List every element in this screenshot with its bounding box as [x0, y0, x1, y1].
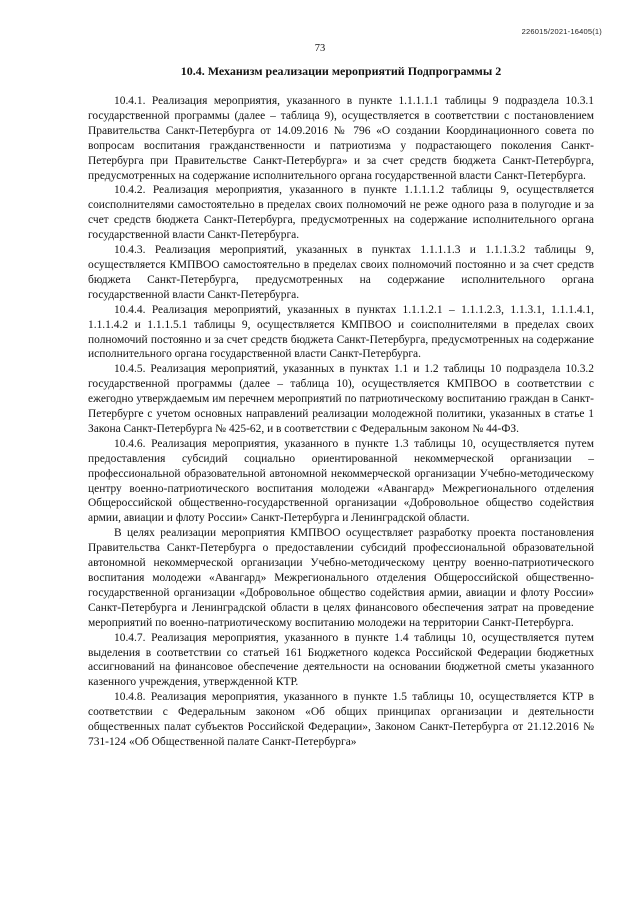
body-text: [88, 94, 594, 750]
paragraph-10-4-5: 10.4.5. Реализация мероприятий, указанных в пунктах 1.1 и 1.2 таблицы 10 подраздела 10.3.2 государственной программы (далее – таблица 10), осуществляется КМПВОО в соответствии с ежегодно утверждаемым им перечнем мероприятий по патриотическому воспитанию граждан в Санкт-Петербурге с учетом основных направлений реализации молодежной политики, указанных в статье 1 Закона Санкт-Петербурга № 425-62, и в соответствии с Федеральным законом № 44-ФЗ.: [88, 363, 594, 435]
paragraph-10-4-1: 10.4.1. Реализация мероприятия, указанного в пункте 1.1.1.1.1 таблицы 9 подраздела 10.3.1 государственной программы (далее – таблица 9), осуществляется в соответствии с постановлением Правительства Санкт-Петербурга от 14.09.2016 № 796 «О создании Координационного совета по вопросам воспитания гражданственности и патриотизма у подрастающего поколения Санкт-Петербурга при Правительстве Санкт-Петербурга» и за счет средств бюджета Санкт-Петербурга, предусмотренных на содержание исполнительного органа государственной власти Санкт-Петербурга.: [88, 95, 594, 182]
paragraph-10-4-6-continued: В целях реализации мероприятия КМПВОО осуществляет разработку проекта постановления Правительства Санкт-Петербурга о предоставлении субсидий профессиональной образовательной автономной некоммерческой организации Учебно-методическому центру военно-патриотического воспитания молодежи «Авангард» Межрегионального отделения Общероссийской общественно-государственной организации «Добровольное общество содействия армии, авиации и флоту России» Санкт-Петербурга и Ленинградской области в целях финансового обеспечения затрат на проведение мероприятий по военно-патриотическому воспитанию молодежи на территории Санкт-Петербурга.: [88, 527, 594, 629]
paragraph-10-4-2: 10.4.2. Реализация мероприятия, указанного в пункте 1.1.1.1.2 таблицы 9, осуществляется соисполнителями самостоятельно в пределах своих полномочий не реже одного раза в полугодие и за счет средств бюджета Санкт-Петербурга, предусмотренных на содержание исполнительного органа государственной власти Санкт-Петербурга.: [88, 184, 594, 242]
paragraph-10-4-6: 10.4.6. Реализация мероприятия, указанного в пункте 1.3 таблицы 10, осуществляется путем предоставления субсидий социально ориентированной некоммерческой организации – профессиональной образовательной автономной некоммерческой организации Учебно-методическому центру военно-патриотического воспитания молодежи «Авангард» Межрегионального отделения Общероссийской общественно-государственной организации «Добровольное общество содействия армии, авиации и флоту России» Санкт-Петербурга и Ленинградской области.: [88, 437, 594, 525]
paragraph-10-4-8: 10.4.8. Реализация мероприятия, указанного в пункте 1.5 таблицы 10, осуществляется КТР в соответствии с Федеральным законом «Об общих принципах организации и деятельности общественных палат субъектов Российской Федерации», Законом Санкт-Петербурга от 21.12.2016 № 731-124 «Об Общественной палате Санкт-Петербурга»: [88, 691, 594, 748]
document-id: 226015/2021-16405(1): [521, 27, 602, 36]
paragraph-10-4-4: 10.4.4. Реализация мероприятий, указанных в пунктах 1.1.1.2.1 – 1.1.1.2.3, 1.1.3.1, 1.1.1.4.1, 1.1.1.4.2 и 1.1.1.5.1 таблицы 9, осуществляется КМПВОО и соисполнителями в пределах своих полномочий постоянно и за счет средств бюджета Санкт-Петербурга, предусмотренных на содержание исполнительного органа государственной власти Санкт-Петербурга.: [88, 303, 594, 361]
section-heading: 10.4. Механизм реализации мероприятий Подпрограммы 2: [180, 64, 502, 78]
page-number: 73: [314, 43, 326, 54]
paragraph-10-4-7: 10.4.7. Реализация мероприятия, указанного в пункте 1.4 таблицы 10, осуществляется путем выделения в соответствии со статьей 161 Бюджетного кодекса Российской Федерации бюджетных ассигнований на финансовое обеспечение деятельности на основании бюджетной сметы указанного казенного учреждения, утвержденной КТР.: [88, 631, 594, 689]
paragraph-10-4-3: 10.4.3. Реализация мероприятий, указанных в пунктах 1.1.1.1.3 и 1.1.1.3.2 таблицы 9, осуществляется КМПВОО самостоятельно в пределах своих полномочий постоянно и за счет средств бюджета Санкт-Петербурга, предусмотренных на содержание исполнительного органа государственной власти Санкт-Петербурга.: [88, 244, 594, 301]
